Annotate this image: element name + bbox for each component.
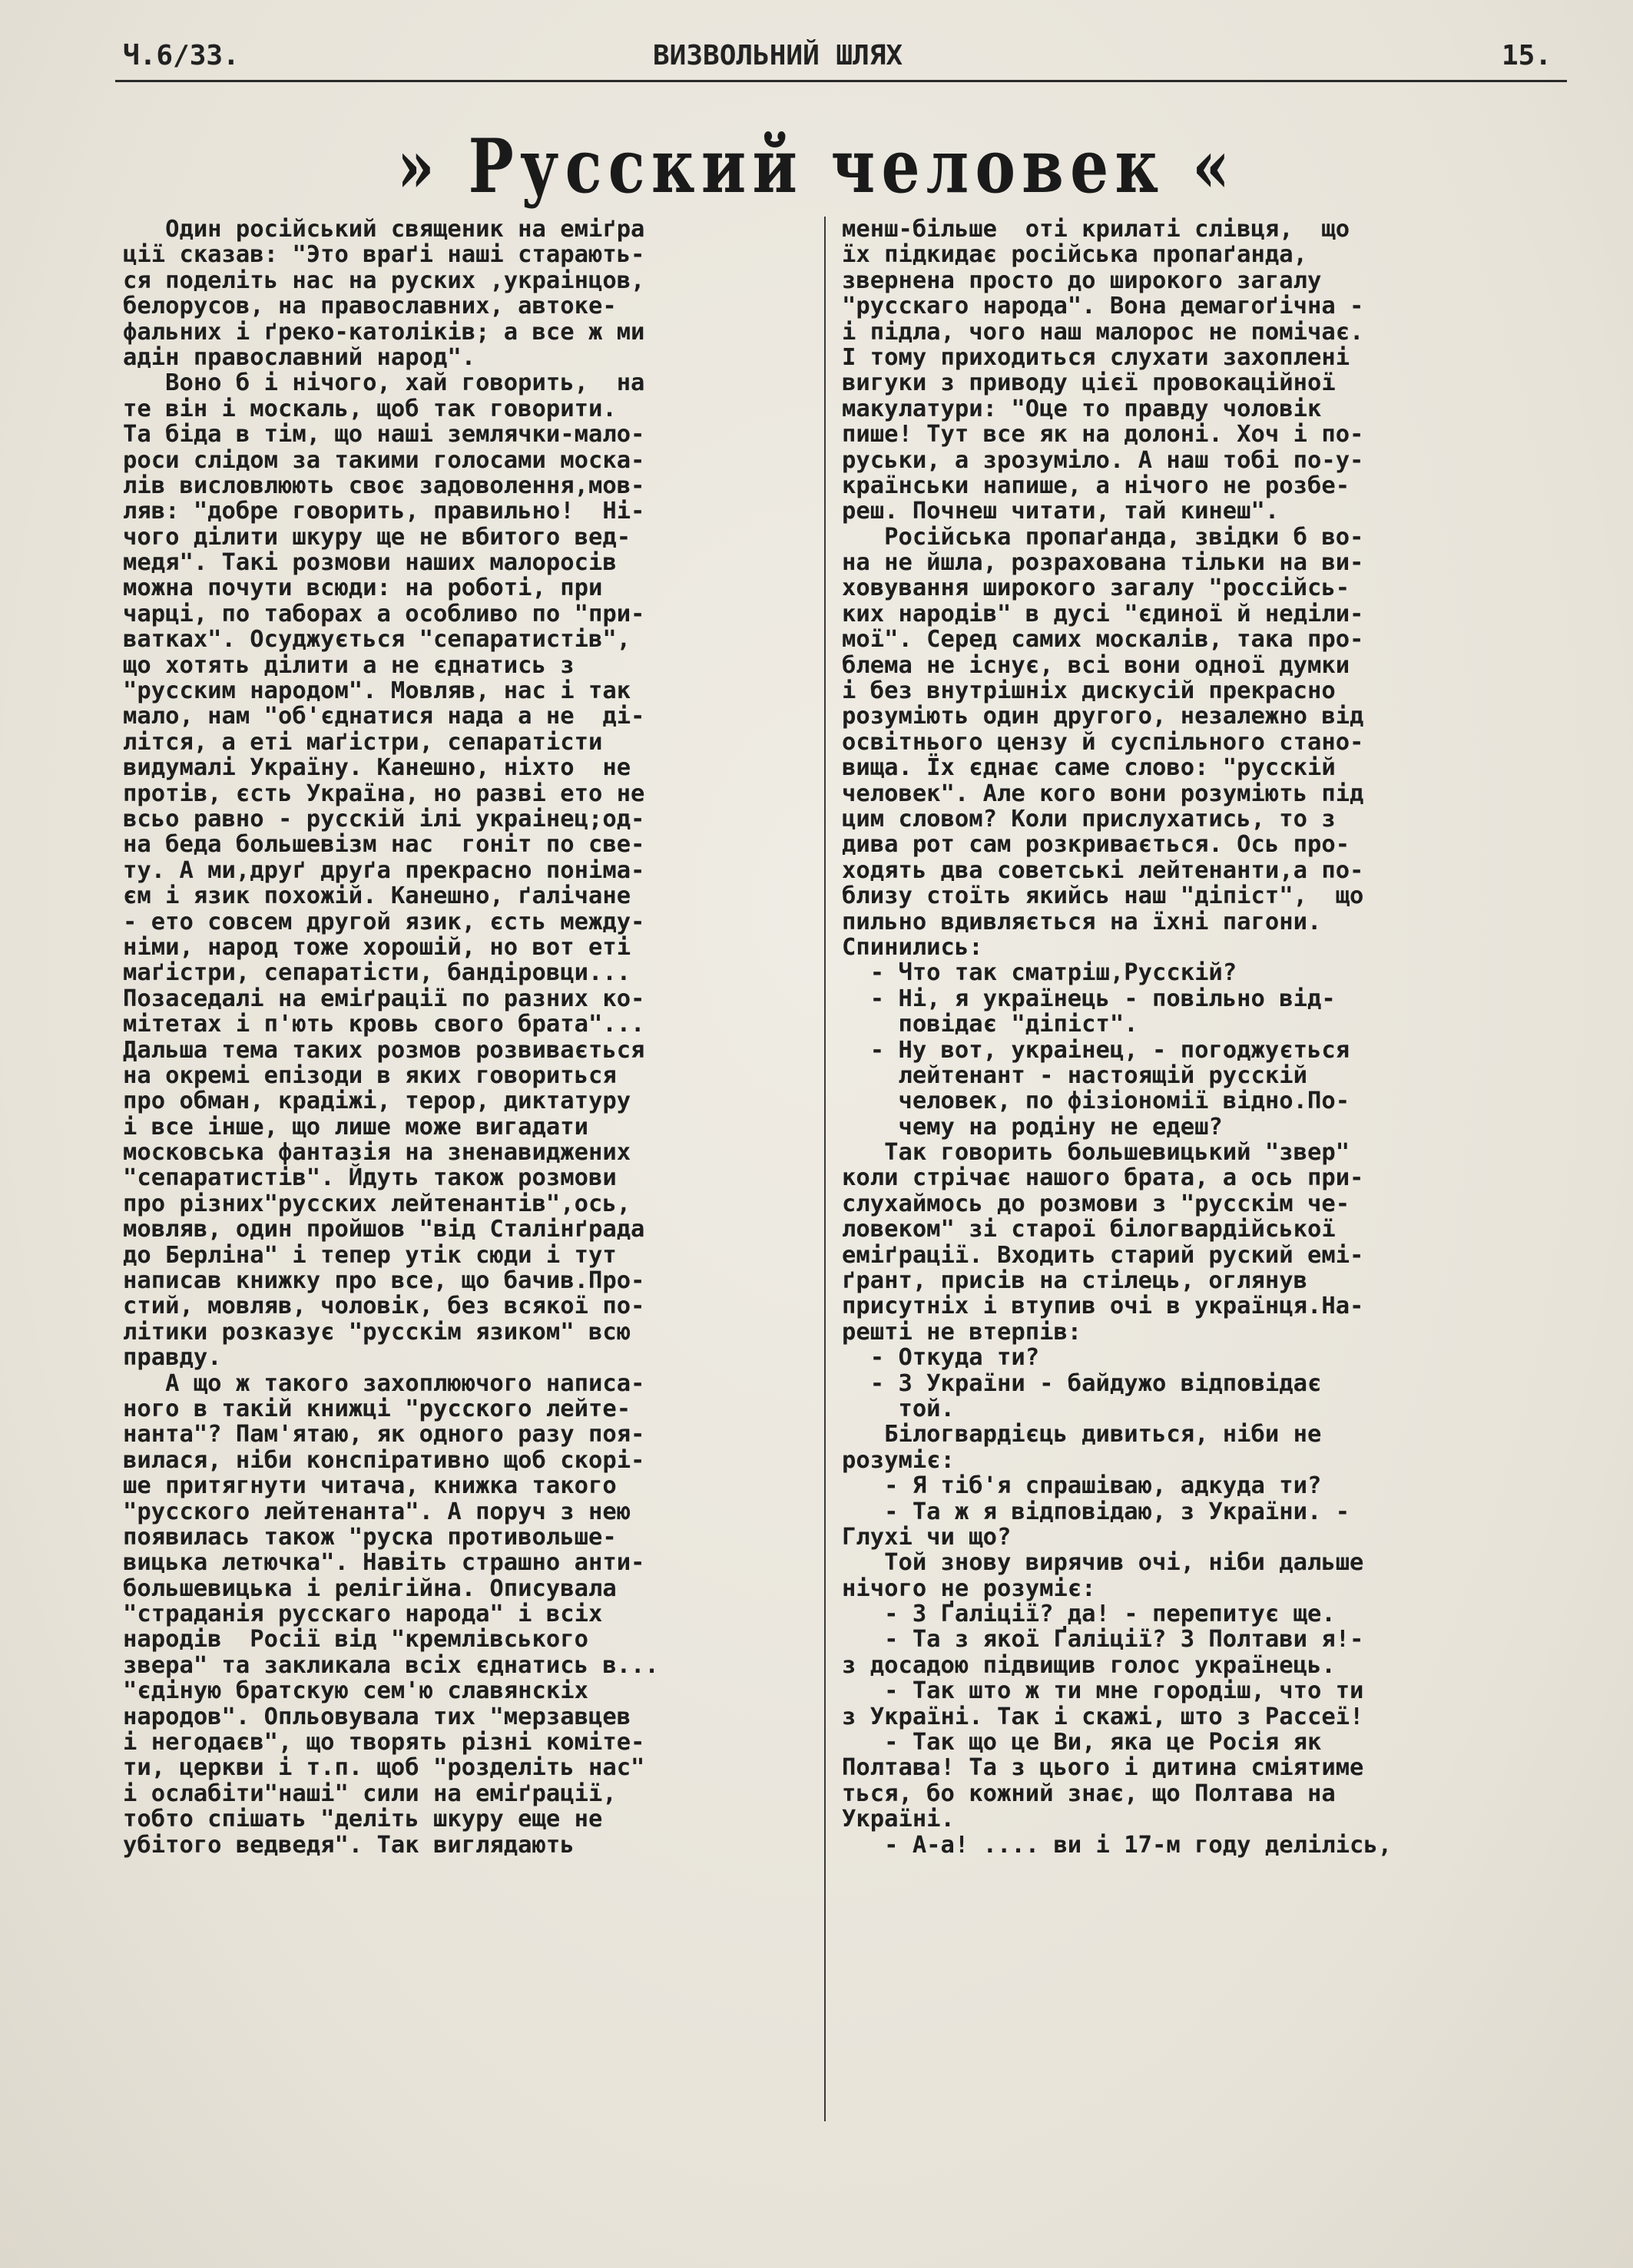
right-column-line: дива рот сам розкривається. Ось про-: [842, 831, 1350, 859]
left-column-line: роси слідом за такими голосами моска-: [123, 446, 645, 474]
right-column-line: - Ні, я українець - повільно від-: [842, 985, 1336, 1012]
left-column-line: чого ділити шкуру ще не вбитого вед-: [123, 523, 631, 551]
running-header: [123, 40, 1567, 78]
left-column-line: А що ж такого захоплюючого написа-: [123, 1369, 645, 1397]
right-column-line: - Ну вот, украінец, - погоджується: [842, 1036, 1350, 1064]
right-column-line: - Так што ж ти мне городіш, что ти: [842, 1677, 1364, 1705]
right-column-line: решті не втерпів:: [842, 1318, 1082, 1346]
right-column-line: ховування широкого загалу "россійсь-: [842, 574, 1350, 602]
right-column-line: освітнього цензу й суспільного стано-: [842, 728, 1364, 756]
left-column-line: ції сказав: "Это враґі наші старають-: [123, 241, 645, 269]
issue-number: Ч.6/33.: [123, 40, 240, 71]
right-column-line: - Та ж я відповідаю, з України. -: [842, 1498, 1350, 1525]
left-column-line: написав книжку про все, що бачив.Про-: [123, 1267, 645, 1295]
right-column-line: ловеком" зі старої білогвардійської: [842, 1216, 1336, 1243]
header-rule: [115, 80, 1567, 82]
left-column-line: на окремі епізоди в яких говориться: [123, 1061, 617, 1089]
right-column-line: реш. Почнеш читати, тай кинеш".: [842, 498, 1280, 525]
right-column-line: І тому приходиться слухати захоплені: [842, 343, 1350, 371]
left-column-line: всьо равно - русскій ілі украінец;од-: [123, 805, 645, 833]
left-column-line: ся поделіть нас на руских ,украінцов,: [123, 267, 645, 294]
right-column-line: коли стрічає нашого брата, а ось при-: [842, 1164, 1364, 1192]
left-column-line: мовляв, один пройшов "від Сталінґрада: [123, 1216, 645, 1243]
left-column-line: убітого ведведя". Так виглядають: [123, 1831, 575, 1859]
left-column-line: чарці, по таборах а особливо по "при-: [123, 600, 645, 627]
right-column-line: той.: [842, 1395, 955, 1422]
right-column-line: - З України - байдужо відповідає: [842, 1369, 1322, 1397]
left-column-line: ше притягнути читача, книжка такого: [123, 1472, 617, 1500]
right-column-line: чему на родіну не едеш?: [842, 1113, 1223, 1141]
left-column-line: ляв: "добре говорить, правильно! Ні-: [123, 498, 645, 525]
right-column-line: з досадою підвищив голос українець.: [842, 1651, 1336, 1679]
right-column-line: цим словом? Коли прислухатись, то з: [842, 805, 1336, 833]
left-column-line: літики розказує "русскім язиком" всю: [123, 1318, 631, 1346]
left-column-line: мітетах і п'ють кровь свого брата"...: [123, 1011, 645, 1038]
left-column-line: про різних"русских лейтенантів",ось,: [123, 1190, 631, 1217]
left-column-line: адін православний народ".: [123, 343, 476, 371]
page-number: 15.: [1501, 40, 1552, 71]
left-column-line: звера" та закликала всіх єднатись в...: [123, 1651, 659, 1679]
left-column-line: ватках". Осуджується "сепаратистів",: [123, 626, 631, 654]
right-column-line: країнськи напише, а нічого не розбе-: [842, 472, 1350, 499]
right-column-line: вигуки з приводу цієї провокаційної: [842, 369, 1336, 397]
right-column-line: - Откуда ти?: [842, 1344, 1040, 1372]
right-column-line: Полтава! Та з цього і дитина сміятиме: [842, 1754, 1364, 1782]
right-column-line: еміґрації. Входить старий руский емі-: [842, 1241, 1364, 1269]
column-divider: [824, 217, 826, 2121]
left-column-line: Та біда в тім, що наші землячки-мало-: [123, 421, 645, 449]
left-column-line: видумалі Україну. Канешно, ніхто не: [123, 754, 631, 782]
right-column-line: макулатури: "Оце то правду чоловік: [842, 395, 1322, 422]
left-column-line: медя". Такі розмови наших малоросів: [123, 549, 617, 577]
right-column-line: Спинились:: [842, 933, 983, 961]
right-column-line: вища. Їх єднає саме слово: "русскій: [842, 754, 1336, 782]
left-column-line: - ето совсем другой язик, єсть между-: [123, 908, 645, 935]
right-column-line: Глухі чи що?: [842, 1523, 1012, 1551]
right-column-line: присутніх і втупив очі в українця.На-: [842, 1293, 1364, 1320]
left-column-line: большевицька і релігійна. Описувала: [123, 1574, 617, 1602]
article-title: » Русский человек «: [396, 123, 1237, 210]
left-column-line: можна почути всюди: на роботі, при: [123, 574, 603, 602]
right-column-line: ких народів" в дусі "єдиної й неділи-: [842, 600, 1364, 627]
left-column-line: белорусов, на православних, автоке-: [123, 293, 617, 320]
left-column-line: стий, мовляв, чоловік, без всякої по-: [123, 1293, 645, 1320]
right-column-line: пильно вдивляється на їхні пагони.: [842, 908, 1322, 935]
right-column-line: - З Ґаліції? да! - перепитує ще.: [842, 1601, 1336, 1628]
left-column-line: ту. А ми,друґ друґа прекрасно поніма-: [123, 856, 645, 884]
right-column-line: ходять два советські лейтенанти,а по-: [842, 856, 1364, 884]
right-column-line: блема не існує, всі вони одної думки: [842, 651, 1350, 679]
right-column-line: Той знову вирячив очі, ніби дальше: [842, 1549, 1364, 1577]
left-column-line: Дальша тема таких розмов розвивається: [123, 1036, 645, 1064]
right-column-line: Білогвардієць дивиться, ніби не: [842, 1421, 1322, 1449]
left-column-line: на беда большевізм нас гоніт по све-: [123, 831, 645, 859]
right-column-line: на не йшла, розрахована тільки на ви-: [842, 549, 1364, 577]
right-column-line: Так говорить большевицький "звер": [842, 1139, 1350, 1167]
right-column: [842, 217, 1567, 1858]
left-column-line: ного в такій книжці "русского лейте-: [123, 1395, 631, 1422]
left-column-line: єм і язик похожій. Канешно, ґалічане: [123, 882, 631, 910]
left-column-line: тобто спішать "деліть шкуру еще не: [123, 1806, 603, 1833]
right-column-line: і підла, чого наш малорос не помічає.: [842, 318, 1364, 346]
right-column-line: - А-а! .... ви і 17-м году делілісь,: [842, 1831, 1393, 1859]
right-column-line: близу стоїть якийсь наш "діпіст", що: [842, 882, 1364, 910]
left-column-line: і все інше, що лише може вигадати: [123, 1113, 588, 1141]
right-column-line: з Україні. Так і скажі, што з Рассеї!: [842, 1703, 1364, 1730]
left-column-line: "русским народом". Мовляв, нас і так: [123, 677, 631, 705]
left-column-line: "русского лейтенанта". А поруч з нею: [123, 1498, 631, 1525]
left-column-line: появилась також "руска противольше-: [123, 1523, 617, 1551]
right-column-line: розуміє:: [842, 1446, 955, 1474]
left-column-line: вицька летючка". Навіть страшно анти-: [123, 1549, 645, 1577]
right-column-line: ться, бо кожний знає, що Полтава на: [842, 1780, 1336, 1807]
left-column-line: народів Росії від "кремлівського: [123, 1626, 588, 1654]
left-column-line: мало, нам "об'єднатися нада а не ді-: [123, 703, 645, 730]
right-column-line: Російська пропаґанда, звідки б во-: [842, 523, 1364, 551]
right-column-line: руськи, а зрозуміло. А наш тобі по-у-: [842, 446, 1364, 474]
left-column: [123, 217, 830, 1858]
left-column-line: літся, а еті маґістри, сепаратісти: [123, 728, 603, 756]
left-column-line: "страданія русскаго народа" і всіх: [123, 1601, 603, 1628]
left-column-line: "сепаратистів". Йдуть також розмови: [123, 1164, 617, 1192]
right-column-line: слухаймось до розмови з "русскім че-: [842, 1190, 1350, 1217]
left-column-line: правду.: [123, 1344, 222, 1372]
right-column-line: звернена просто до широкого загалу: [842, 267, 1322, 294]
left-column-line: маґістри, сепаратісти, бандіровци...: [123, 959, 631, 987]
journal-name: ВИЗВОЛЬНИЙ ШЛЯХ: [653, 40, 903, 71]
left-column-line: "єдіную братскую сем'ю славянскіх: [123, 1677, 588, 1705]
right-column-line: ґрант, присів на стілець, оглянув: [842, 1267, 1307, 1295]
left-column-line: до Берліна" і тепер утік сюди і тут: [123, 1241, 617, 1269]
left-column-line: московська фантазія на зненавиджених: [123, 1139, 631, 1167]
left-column-line: фальних і ґреко-католіків; а все ж ми: [123, 318, 645, 346]
right-column-line: - Я тіб'я спрашіваю, адкуда ти?: [842, 1472, 1322, 1500]
right-column-line: лейтенант - настоящій русскій: [842, 1061, 1307, 1089]
left-column-line: Один російський священик на еміґра: [123, 216, 645, 243]
left-column-line: що хотять ділити а не єднатись з: [123, 651, 575, 679]
right-column-line: повідає "діпіст".: [842, 1011, 1138, 1038]
right-column-line: менш-більше оті крилаті слівця, що: [842, 216, 1350, 243]
right-column-line: нічого не розуміє:: [842, 1574, 1096, 1602]
left-column-line: Воно б і нічого, хай говорить, на: [123, 369, 645, 397]
right-column-line: - Так що це Ви, яка це Росія як: [842, 1729, 1322, 1756]
right-column-line: розуміють один другого, незалежно від: [842, 703, 1364, 730]
left-column-line: протів, єсть Україна, но разві ето не: [123, 780, 645, 807]
left-column-line: і негодаєв", що творять різні коміте-: [123, 1729, 645, 1756]
left-column-line: лів висловлюють своє задоволення,мов-: [123, 472, 645, 499]
left-column-line: і ослабіти"наші" сили на еміґрації,: [123, 1780, 617, 1807]
right-column-line: пише! Тут все як на долоні. Хоч і по-: [842, 421, 1364, 449]
left-column-line: про обман, крадіжі, терор, диктатуру: [123, 1088, 631, 1115]
left-column-line: те він і москаль, щоб так говорити.: [123, 395, 617, 422]
right-column-line: їх підкидає російська пропаґанда,: [842, 241, 1307, 269]
left-column-line: Позаседалі на еміґрації по разних ко-: [123, 985, 645, 1012]
right-column-line: Україні.: [842, 1806, 955, 1833]
right-column-line: человек". Але кого вони розуміють під: [842, 780, 1364, 807]
right-column-line: "русскаго народа". Вона демагоґічна -: [842, 293, 1364, 320]
left-column-line: ти, церкви і т.п. щоб "розделіть нас": [123, 1754, 645, 1782]
left-column-line: німи, народ тоже хорошій, но вот еті: [123, 933, 631, 961]
right-column-line: і без внутрішніх дискусій прекрасно: [842, 677, 1336, 705]
left-column-line: вилася, ніби конспіративно щоб скорі-: [123, 1446, 645, 1474]
left-column-line: народов". Опльовувала тих "мерзавцев: [123, 1703, 631, 1730]
left-column-line: нанта"? Пам'ятаю, як одного разу поя-: [123, 1421, 645, 1449]
right-column-line: - Что так сматріш,Русскій?: [842, 959, 1237, 987]
right-column-line: - Та з якої Ґаліції? З Полтави я!-: [842, 1626, 1364, 1654]
right-column-line: человек, по фізіономії відно.По-: [842, 1088, 1350, 1115]
right-column-line: мої". Серед самих москалів, така про-: [842, 626, 1364, 654]
